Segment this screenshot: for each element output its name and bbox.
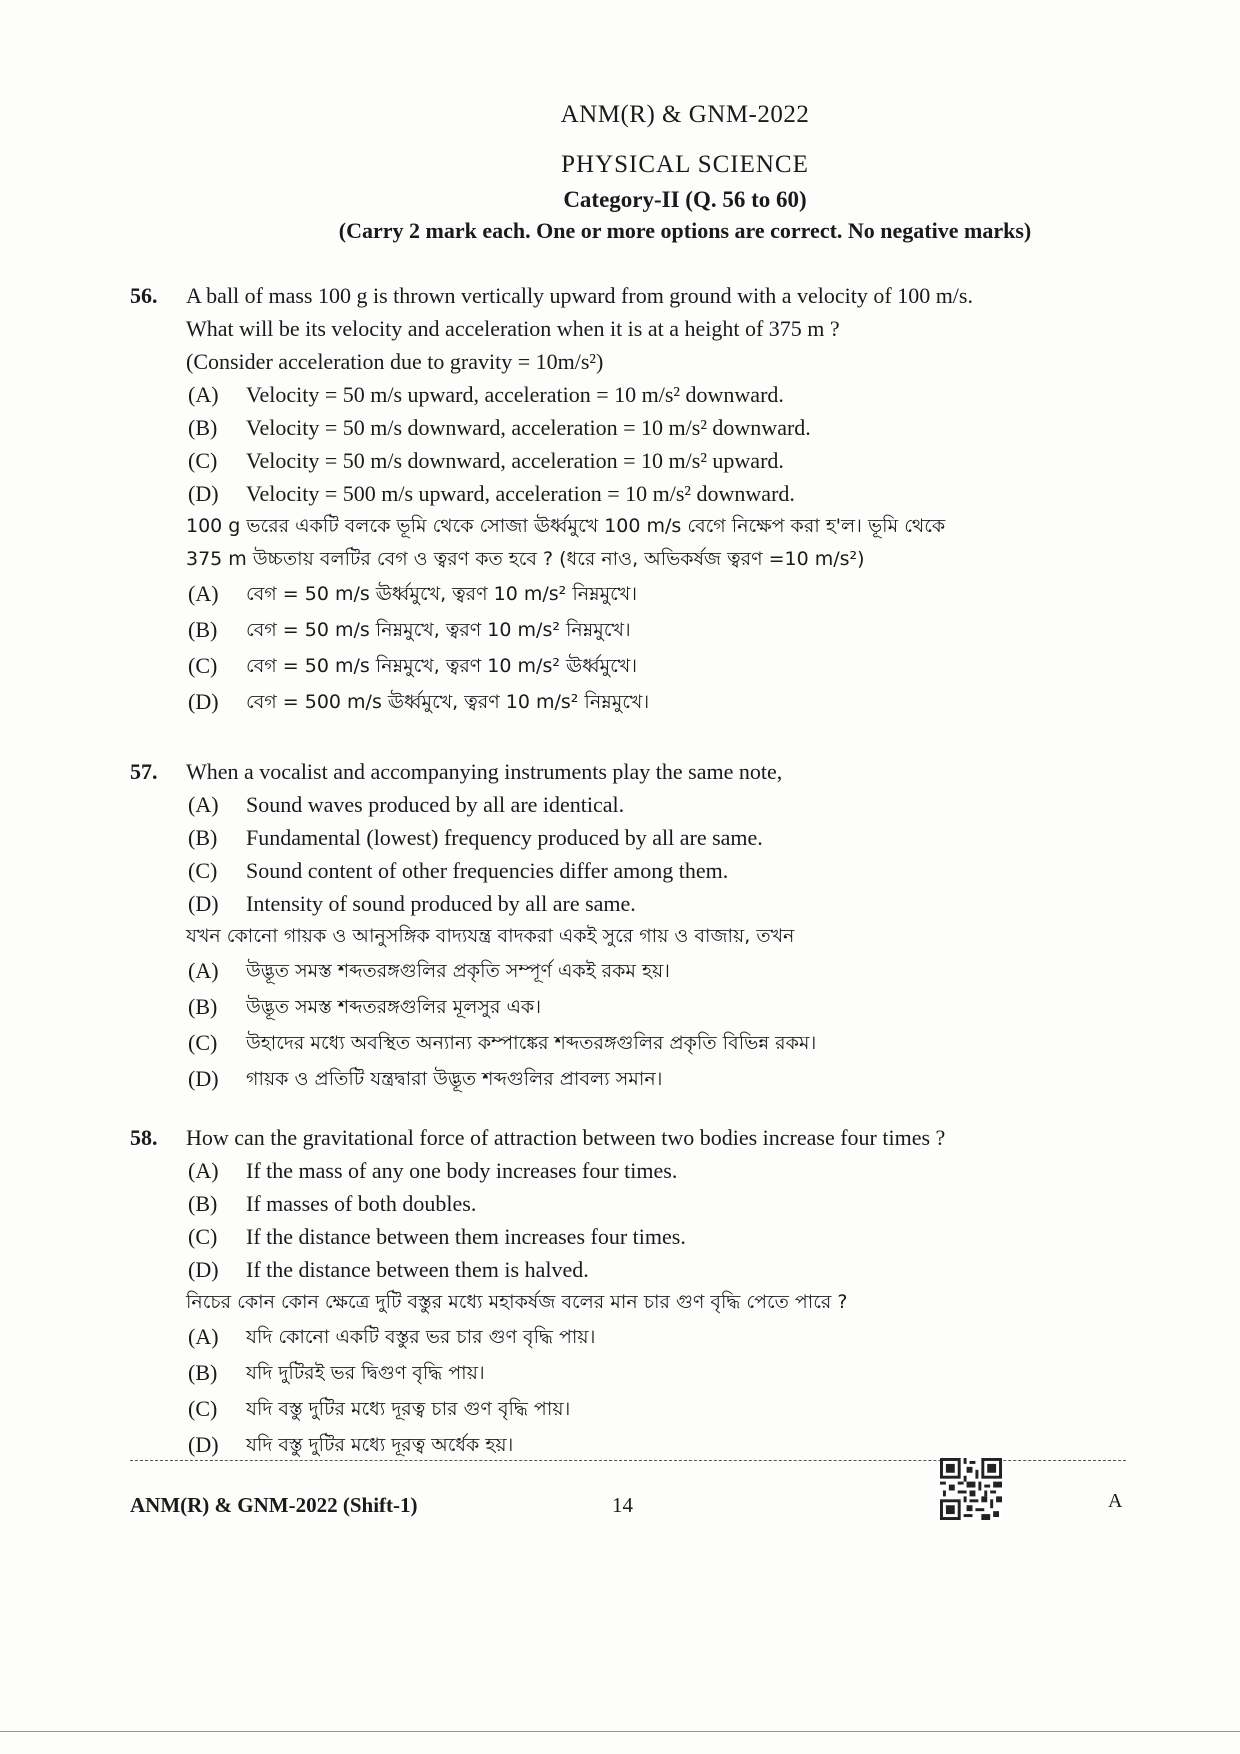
option-en — [188, 477, 1120, 510]
question-text-bn: 375 m উচ্চতায় বলটির বেগ ও ত্বরণ কত হবে ? (ধরে নাও, অভিকর্ষজ ত্বরণ =10 m/s²) — [186, 548, 865, 570]
question-text-en: A ball of mass 100 g is thrown vertically upward from ground with a velocity of 100 m/s. — [186, 283, 973, 308]
option-text: Sound content of other frequencies differ among them. — [246, 858, 729, 883]
question-56 — [130, 279, 1120, 720]
option-bn — [188, 1319, 1120, 1355]
option-en — [188, 1253, 1120, 1286]
option-label: (B) — [188, 1191, 218, 1216]
question-number: 56. — [130, 283, 158, 308]
option-text: If the distance between them increases four times. — [246, 1224, 686, 1249]
option-en — [188, 854, 1120, 887]
option-bn — [188, 1061, 1120, 1097]
option-text: If the distance between them is halved. — [246, 1257, 589, 1282]
option-text: বেগ = 50 m/s ঊর্ধ্বমুখে, ত্বরণ 10 m/s² নিম্নমুখে। — [246, 583, 638, 605]
question-text-bn: নিচের কোন কোন ক্ষেত্রে দুটি বস্তুর মধ্যে মহাকর্ষজ বলের মান চার গুণ বৃদ্ধি পেতে পারে ? — [186, 1291, 848, 1313]
option-text: যদি দুটিরই ভর দ্বিগুণ বৃদ্ধি পায়। — [246, 1362, 485, 1384]
option-label: (B) — [188, 1360, 218, 1385]
question-58 — [130, 1121, 1120, 1463]
question-57 — [130, 755, 1120, 1097]
category-title: Category-II (Q. 56 to 60) — [563, 187, 807, 212]
option-label: (D) — [188, 689, 219, 714]
option-label: (A) — [188, 382, 219, 407]
option-label: (A) — [188, 792, 219, 817]
option-label: (A) — [188, 958, 219, 983]
page-bottom-edge — [0, 1731, 1240, 1732]
option-text: বেগ = 500 m/s ঊর্ধ্বমুখে, ত্বরণ 10 m/s² নিম্নমুখে। — [246, 691, 650, 713]
option-en — [188, 821, 1120, 854]
option-text: উদ্ভূত সমস্ত শব্দতরঙ্গগুলির প্রকৃতি সম্পূর্ণ একই রকম হয়। — [246, 960, 670, 982]
option-text: উদ্ভূত সমস্ত শব্দতরঙ্গগুলির মূলসুর এক। — [246, 996, 541, 1018]
option-en — [188, 1154, 1120, 1187]
option-text: বেগ = 50 m/s নিম্নমুখে, ত্বরণ 10 m/s² নিম্নমুখে। — [246, 619, 631, 641]
option-label: (C) — [188, 448, 218, 473]
option-text: Velocity = 50 m/s downward, acceleration = 10 m/s² downward. — [246, 415, 811, 440]
option-label: (C) — [188, 1224, 218, 1249]
question-text-en: What will be its velocity and acceleration when it is at a height of 375 m ? — [186, 316, 840, 341]
option-text: If masses of both doubles. — [246, 1191, 477, 1216]
option-bn — [188, 953, 1120, 989]
question-text-bn: 100 g ভরের একটি বলকে ভূমি থেকে সোজা ঊর্ধ্বমুখে 100 m/s বেগে নিক্ষেপ করা হ'ল। ভূমি থেকে — [186, 515, 946, 537]
option-label: (D) — [188, 891, 219, 916]
option-en — [188, 378, 1120, 411]
question-text-en: (Consider acceleration due to gravity = 10m/s²) — [186, 349, 604, 374]
option-text: Intensity of sound produced by all are same. — [246, 891, 636, 916]
option-text: If the mass of any one body increases four times. — [246, 1158, 678, 1183]
option-bn — [188, 684, 1120, 720]
option-en — [188, 887, 1120, 920]
option-label: (D) — [188, 481, 219, 506]
option-label: (B) — [188, 994, 218, 1019]
question-text-bn: যখন কোনো গায়ক ও আনুসঙ্গিক বাদ্যযন্ত্র বাদকরা একই সুরে গায় ও বাজায়, তখন — [186, 925, 795, 947]
subject-title: PHYSICAL SCIENCE — [561, 151, 809, 178]
option-text: উহাদের মধ্যে অবস্থিত অন্যান্য কম্পাঙ্কের শব্দতরঙ্গগুলির প্রকৃতি বিভিন্ন রকম। — [246, 1032, 817, 1054]
question-set-letter: A — [1108, 1490, 1123, 1512]
option-label: (C) — [188, 1396, 218, 1421]
question-text-en: How can the gravitational force of attraction between two bodies increase four times ? — [186, 1125, 946, 1150]
option-text: গায়ক ও প্রতিটি যন্ত্রদ্বারা উদ্ভূত শব্দগুলির প্রাবল্য সমান। — [246, 1068, 663, 1090]
page-number: 14 — [612, 1493, 633, 1517]
option-label: (A) — [188, 1324, 219, 1349]
option-label: (A) — [188, 581, 219, 606]
option-label: (C) — [188, 653, 218, 678]
option-text: Velocity = 50 m/s downward, acceleration = 10 m/s² upward. — [246, 448, 784, 473]
option-label: (D) — [188, 1257, 219, 1282]
option-text: Velocity = 500 m/s upward, acceleration = 10 m/s² downward. — [246, 481, 795, 506]
option-bn — [188, 1391, 1120, 1427]
option-bn — [188, 648, 1120, 684]
option-text: যদি বস্তু দুটির মধ্যে দূরত্ব অর্ধেক হয়। — [246, 1434, 514, 1456]
option-bn — [188, 576, 1120, 612]
page-header — [0, 98, 1240, 246]
option-bn — [188, 1025, 1120, 1061]
footer-exam-shift: ANM(R) & GNM-2022 (Shift-1) — [130, 1493, 418, 1517]
option-label: (D) — [188, 1432, 219, 1457]
option-label: (C) — [188, 1030, 218, 1055]
option-text: Velocity = 50 m/s upward, acceleration = 10 m/s² downward. — [246, 382, 784, 407]
option-label: (B) — [188, 617, 218, 642]
option-label: (B) — [188, 825, 218, 850]
option-text: Sound waves produced by all are identical. — [246, 792, 625, 817]
option-text: যদি কোনো একটি বস্তুর ভর চার গুণ বৃদ্ধি পায়। — [246, 1326, 596, 1348]
question-text-en: When a vocalist and accompanying instruments play the same note, — [186, 759, 783, 784]
question-number: 57. — [130, 759, 158, 784]
option-text: বেগ = 50 m/s নিম্নমুখে, ত্বরণ 10 m/s² ঊর্ধ্বমুখে। — [246, 655, 638, 677]
exam-title: ANM(R) & GNM-2022 — [560, 101, 810, 128]
option-bn — [188, 612, 1120, 648]
option-bn — [188, 1355, 1120, 1391]
option-en — [188, 788, 1120, 821]
option-en — [188, 444, 1120, 477]
option-label: (A) — [188, 1158, 219, 1183]
question-number: 58. — [130, 1125, 158, 1150]
marking-note: (Carry 2 mark each. One or more options are correct. No negative marks) — [338, 218, 1032, 243]
option-en — [188, 411, 1120, 444]
qr-code-icon — [940, 1458, 1002, 1520]
option-en — [188, 1187, 1120, 1220]
option-text: Fundamental (lowest) frequency produced by all are same. — [246, 825, 763, 850]
option-label: (C) — [188, 858, 218, 883]
option-label: (B) — [188, 415, 218, 440]
option-text: যদি বস্তু দুটির মধ্যে দূরত্ব চার গুণ বৃদ্ধি পায়। — [246, 1398, 571, 1420]
option-label: (D) — [188, 1066, 219, 1091]
option-bn — [188, 989, 1120, 1025]
option-en — [188, 1220, 1120, 1253]
